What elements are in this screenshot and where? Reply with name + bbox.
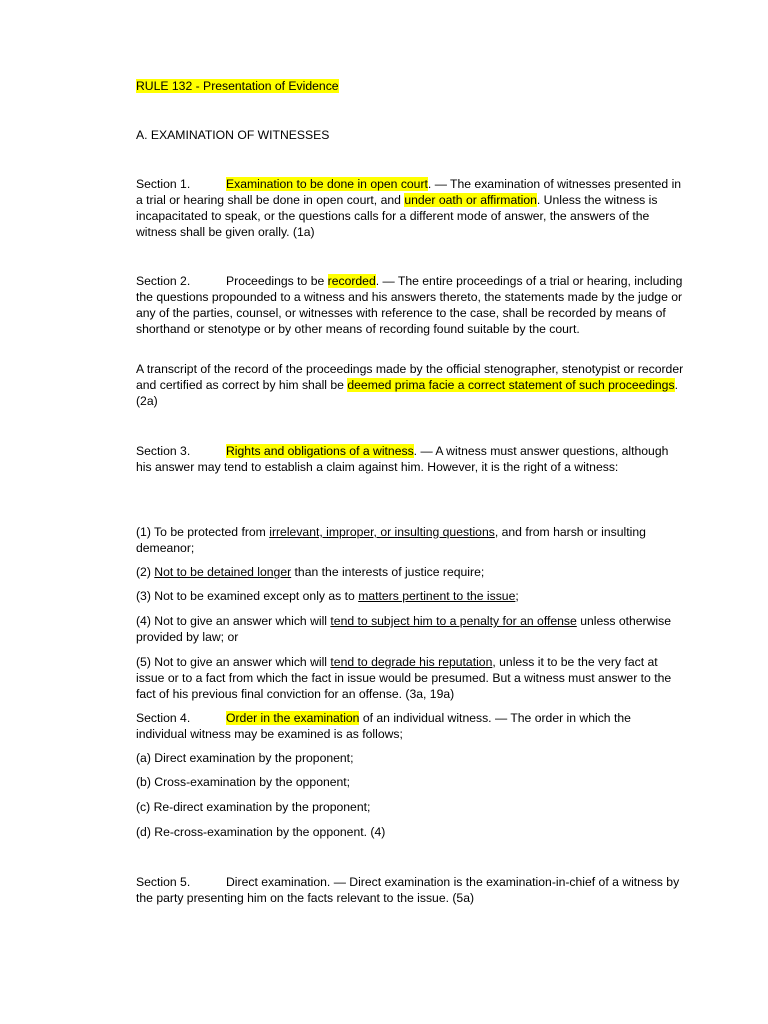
rule-title (136, 78, 684, 94)
order-item-d: (d) Re-cross-examination by the opponent. (4) (136, 825, 386, 839)
right-item-2 (136, 564, 684, 580)
section-1-highlight-oath: under oath or affirmation (404, 193, 537, 207)
section-2-paragraph-2 (136, 361, 684, 409)
right-2-underlined: Not to be detained longer (154, 565, 292, 579)
right-2-suffix: than the interests of justice require; (291, 565, 485, 579)
section-3 (136, 443, 684, 475)
section-1-highlight-title: Examination to be done in open court (226, 177, 428, 191)
order-item-a: (a) Direct examination by the proponent; (136, 751, 354, 765)
right-item-5 (136, 654, 684, 702)
section-4-text: of an individual witness. — The order in which the individual witness may be examined is as follows; (136, 711, 631, 741)
right-item-3 (136, 588, 684, 604)
section-heading: A. EXAMINATION OF WITNESSES (136, 128, 330, 142)
rule-title-text: RULE 132 - Presentation of Evidence (136, 79, 339, 93)
right-3-suffix: ; (515, 589, 519, 603)
right-5-prefix: (5) Not to give an answer which will (136, 655, 331, 669)
section-2-highlight-recorded: recorded (327, 274, 376, 288)
right-1-prefix: (1) To be protected from (136, 525, 270, 539)
section-2 (136, 273, 684, 337)
section-1-label: Section 1. (136, 177, 191, 191)
section-2-highlight-prima-facie: deemed prima facie a correct statement of such proceedings (347, 378, 675, 392)
section-2-text-a: Proceedings to be (226, 274, 328, 288)
right-1-suffix: , and from harsh or insulting demeanor; (136, 525, 646, 555)
section-2-p2-text-b: . (2a) (136, 378, 678, 408)
right-item-4 (136, 613, 684, 645)
right-4-suffix: unless otherwise provided by law; or (136, 614, 671, 644)
section-1-text-a: . — The examination of witnesses presented in a trial or hearing shall be done in open court, and (136, 177, 682, 207)
section-2-p2-text-a: A transcript of the record of the proceedings made by the official stenographer, stenotypist or recorder and certified as correct by him shall be (136, 362, 684, 392)
section-4 (136, 710, 684, 742)
section-1-text-b: . Unless the witness is incapacitated to speak, or the questions calls for a different mode of answer, the answers of the witness shall be given orally. (1a) (136, 193, 658, 239)
right-4-underlined: tend to subject him to a penalty for an offense (330, 614, 577, 628)
section-4-highlight-order: Order in the examination (226, 711, 360, 725)
right-item-1 (136, 524, 684, 556)
section-2-label: Section 2. (136, 274, 191, 288)
order-item-b: (b) Cross-examination by the opponent; (136, 775, 351, 789)
right-5-underlined: tend to degrade his reputation (330, 655, 493, 669)
right-3-underlined: matters pertinent to the issue (358, 589, 516, 603)
section-4-label: Section 4. (136, 711, 191, 725)
section-5-label: Section 5. (136, 875, 191, 889)
section-2-text-b: . — The entire proceedings of a trial or hearing, including the questions propounded to a witness and his answers thereto, the statements made by the judge or any of the parties, counsel, or witnesses with reference to the case, shall be recorded by means of shorthand or stenotype or by other means of recording found suitable by the court. (136, 274, 683, 336)
section-1 (136, 176, 684, 240)
order-item-c: (c) Re-direct examination by the proponent; (136, 800, 371, 814)
section-3-label: Section 3. (136, 444, 191, 458)
right-5-suffix: , unless it to be the very fact at issue or to a fact from which the fact in issue would be presumed. But a witness must answer to the fact of his previous final conviction for an offense. (3a, 19a) (136, 655, 672, 701)
right-2-prefix: (2) (136, 565, 155, 579)
section-5 (136, 874, 684, 906)
right-4-prefix: (4) Not to give an answer which will (136, 614, 331, 628)
right-1-underlined: irrelevant, improper, or insulting questions (269, 525, 495, 539)
section-3-highlight-rights: Rights and obligations of a witness (226, 444, 414, 458)
section-5-text: Direct examination. — Direct examination is the examination-in-chief of a witness by the party presenting him on the facts relevant to the issue. (5a) (136, 875, 680, 905)
section-3-text: . — A witness must answer questions, although his answer may tend to establish a claim against him. However, it is the right of a witness: (136, 444, 669, 474)
right-3-prefix: (3) Not to be examined except only as to (136, 589, 359, 603)
